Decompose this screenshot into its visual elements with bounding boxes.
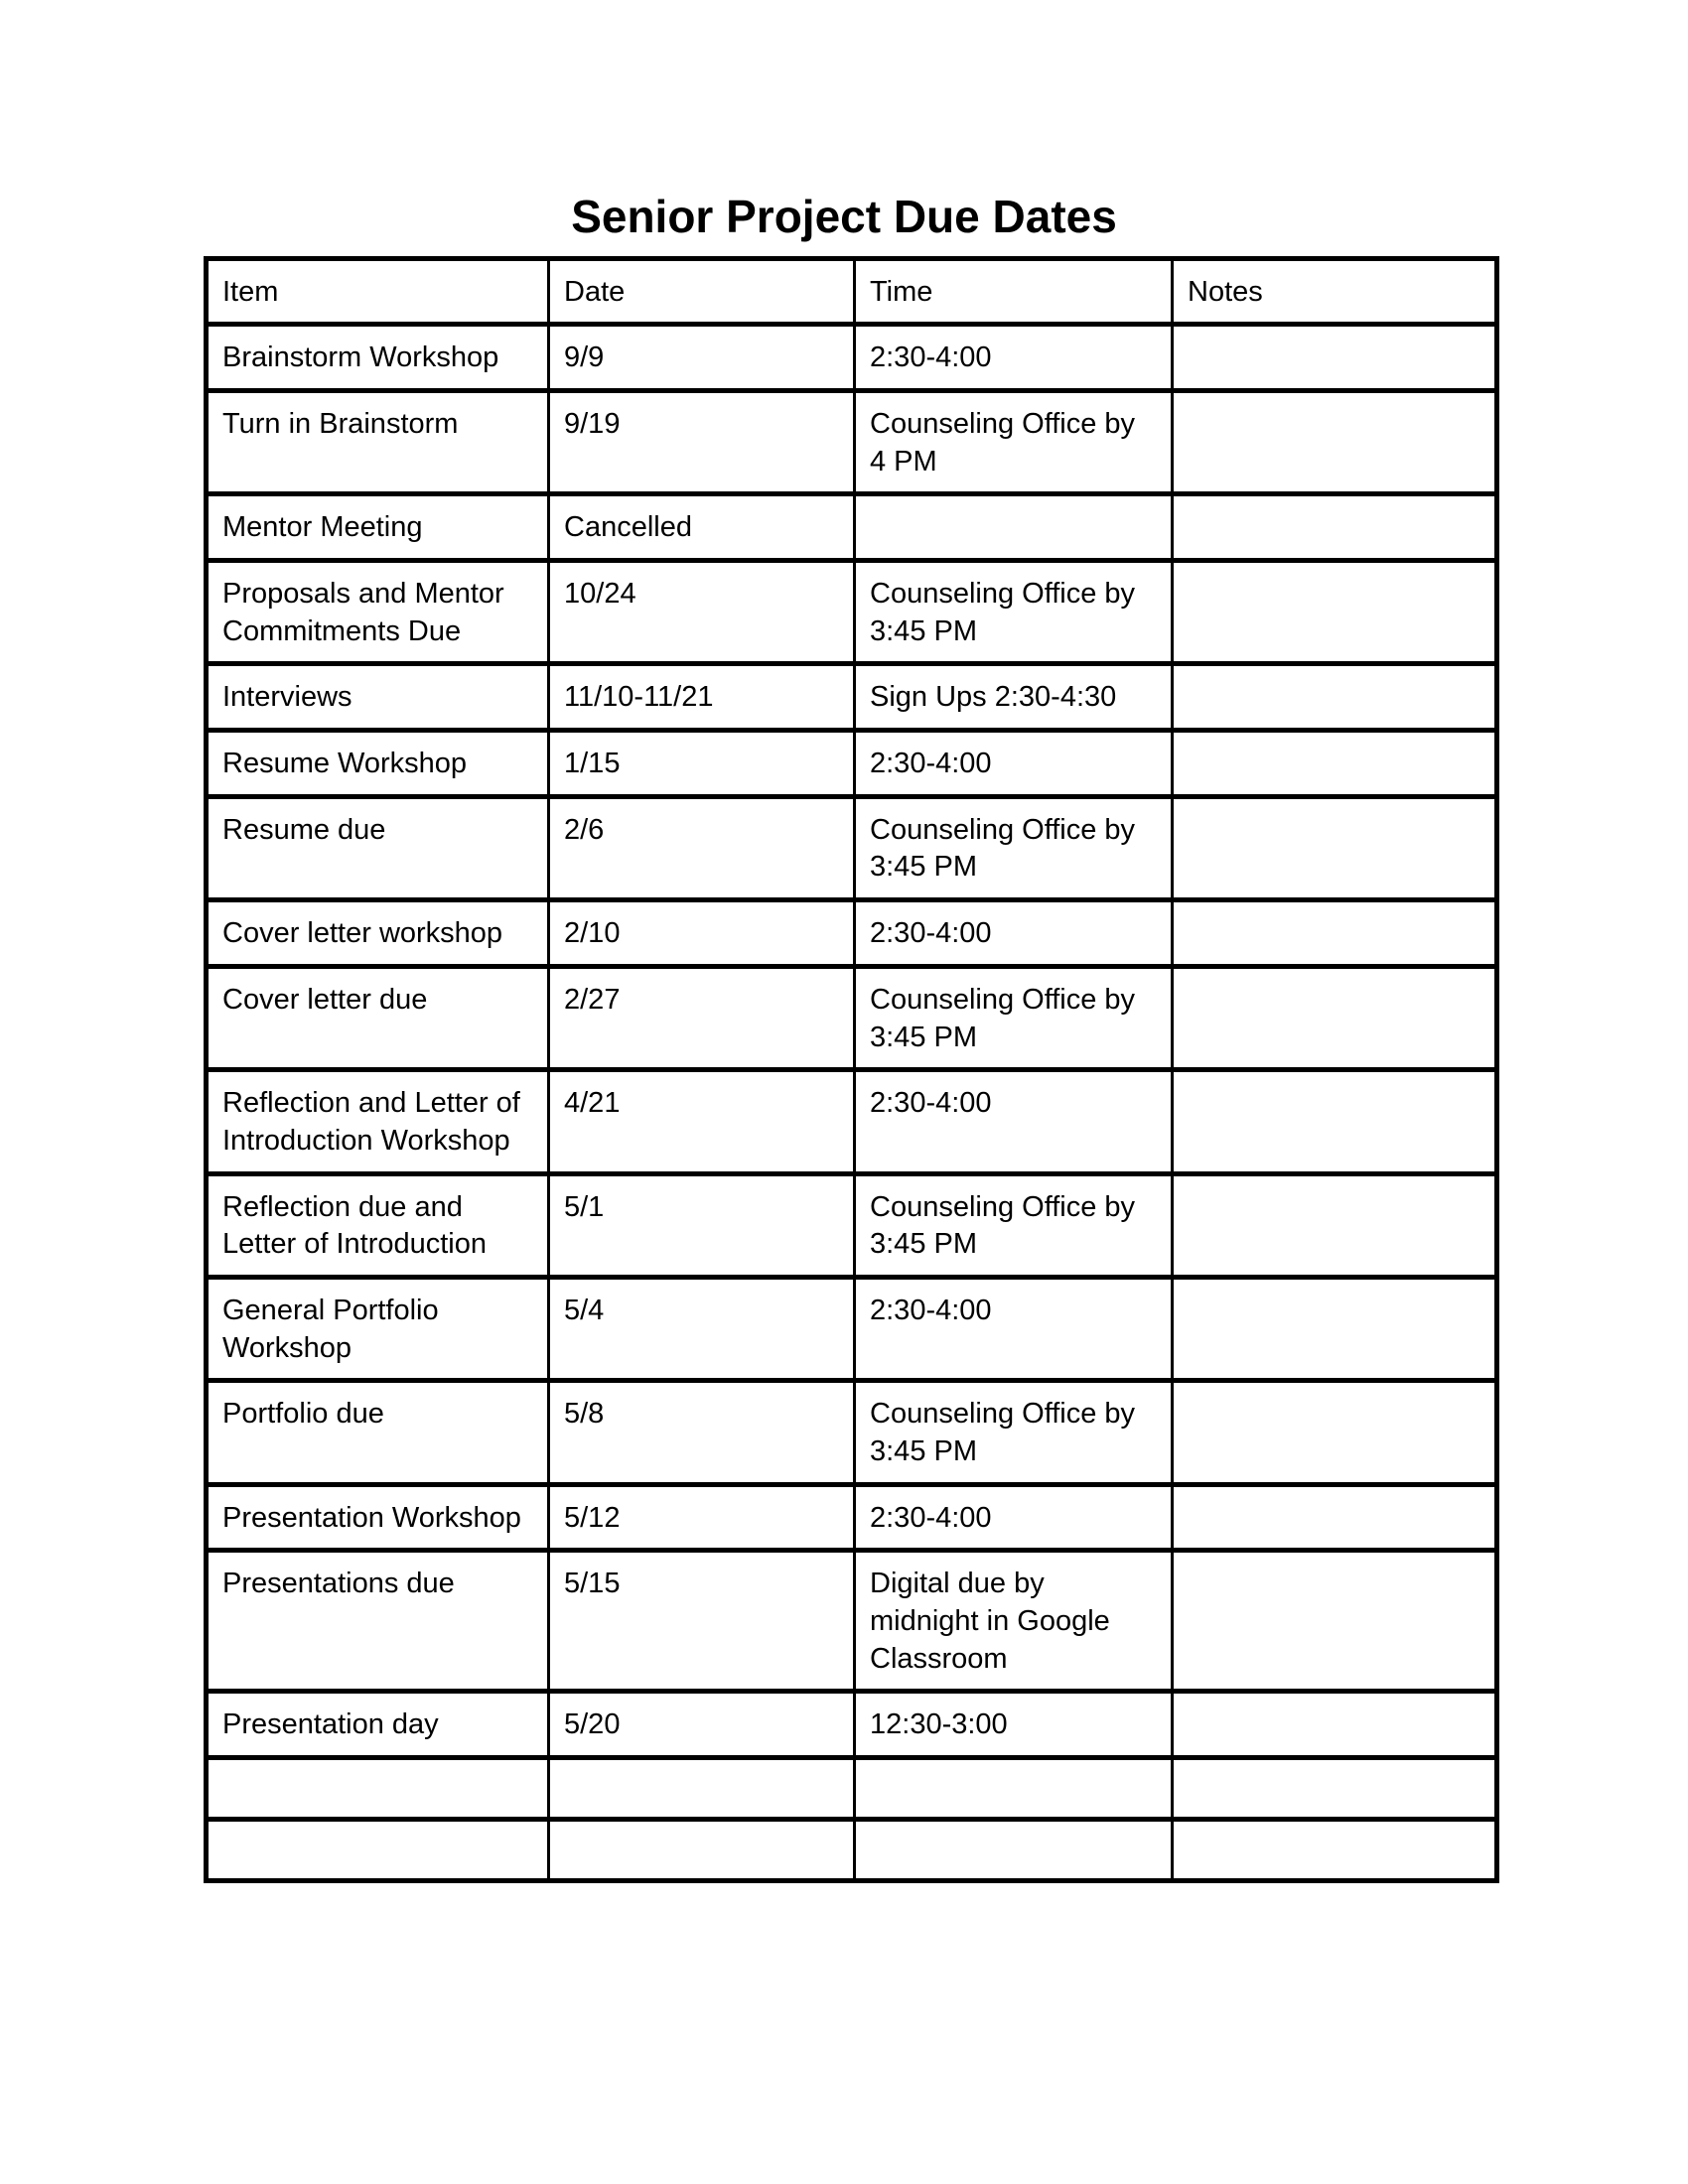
table-row [207,1381,1497,1484]
table-row [207,1551,1497,1692]
table-cell-time: Counseling Office by 3:45 PM [855,1173,1173,1277]
due-dates-table [204,256,1499,1884]
table-cell-item: Mentor Meeting [207,494,549,561]
table-cell-notes [1173,1551,1497,1692]
table-cell-item: Interviews [207,664,549,731]
table-cell-item: Reflection and Letter of Introduction Workshop [207,1070,549,1173]
table-cell-date: 5/20 [549,1692,855,1758]
table-row [207,561,1497,664]
table-cell-item: Portfolio due [207,1381,549,1484]
table-cell-item: Presentation Workshop [207,1484,549,1551]
table-cell-item: Presentations due [207,1551,549,1692]
column-header-item: Item [207,258,549,325]
table-row [207,731,1497,797]
table-cell-time: 2:30-4:00 [855,731,1173,797]
table-cell-notes [1173,1381,1497,1484]
table-cell-time: Counseling Office by 3:45 PM [855,966,1173,1069]
table-cell-date: 5/12 [549,1484,855,1551]
table-row [207,664,1497,731]
table-row [207,1277,1497,1380]
table-cell-time: 2:30-4:00 [855,1070,1173,1173]
table-cell-date [549,1820,855,1881]
table-cell-date: 9/9 [549,325,855,391]
table-row [207,1820,1497,1881]
table-cell-notes [1173,1070,1497,1173]
table-cell-notes [1173,494,1497,561]
table-cell-item: Cover letter workshop [207,900,549,967]
table-row [207,1758,1497,1820]
table-cell-item: Turn in Brainstorm [207,390,549,493]
table-cell-time: 2:30-4:00 [855,1277,1173,1380]
table-cell-notes [1173,796,1497,899]
table-cell-notes [1173,1692,1497,1758]
table-cell-date: 4/21 [549,1070,855,1173]
table-cell-notes [1173,1820,1497,1881]
table-cell-notes [1173,561,1497,664]
column-header-notes: Notes [1173,258,1497,325]
table-cell-time [855,494,1173,561]
table-cell-item: Resume Workshop [207,731,549,797]
table-cell-time: 2:30-4:00 [855,900,1173,967]
table-cell-time: 2:30-4:00 [855,1484,1173,1551]
table-cell-time: Counseling Office by 4 PM [855,390,1173,493]
table-row [207,966,1497,1069]
page-title: Senior Project Due Dates [571,191,1117,242]
table-cell-date: 2/6 [549,796,855,899]
table-cell-time [855,1758,1173,1820]
table-cell-item [207,1820,549,1881]
table-cell-notes [1173,1277,1497,1380]
table-cell-notes [1173,966,1497,1069]
table-cell-date: 5/8 [549,1381,855,1484]
table-cell-date [549,1758,855,1820]
table-cell-notes [1173,1484,1497,1551]
column-header-time: Time [855,258,1173,325]
table-cell-date: 5/1 [549,1173,855,1277]
table-cell-date: 9/19 [549,390,855,493]
table-cell-date: 2/10 [549,900,855,967]
table-cell-time: 2:30-4:00 [855,325,1173,391]
table-cell-notes [1173,1173,1497,1277]
table-cell-notes [1173,325,1497,391]
table-cell-date: 10/24 [549,561,855,664]
table-cell-notes [1173,390,1497,493]
table-cell-date: Cancelled [549,494,855,561]
table-cell-time: Counseling Office by 3:45 PM [855,1381,1173,1484]
column-header-date: Date [549,258,855,325]
table-cell-item: Brainstorm Workshop [207,325,549,391]
table-cell-time: Sign Ups 2:30-4:30 [855,664,1173,731]
table-cell-date: 2/27 [549,966,855,1069]
table-cell-item: Presentation day [207,1692,549,1758]
table-cell-item [207,1758,549,1820]
table-cell-notes [1173,900,1497,967]
table-header-row [207,258,1497,325]
table-row [207,1173,1497,1277]
table-cell-notes [1173,731,1497,797]
table-cell-time: Counseling Office by 3:45 PM [855,561,1173,664]
table-row [207,900,1497,967]
table-cell-time [855,1820,1173,1881]
table-cell-item: Cover letter due [207,966,549,1069]
table-row [207,796,1497,899]
table-row [207,390,1497,493]
table-cell-notes [1173,1758,1497,1820]
table-cell-notes [1173,664,1497,731]
table-cell-date: 11/10-11/21 [549,664,855,731]
table-row [207,1070,1497,1173]
table-cell-date: 5/15 [549,1551,855,1692]
table-cell-date: 1/15 [549,731,855,797]
table-cell-item: General Portfolio Workshop [207,1277,549,1380]
table-cell-item: Resume due [207,796,549,899]
table-cell-time: 12:30-3:00 [855,1692,1173,1758]
table-row [207,1484,1497,1551]
table-cell-time: Counseling Office by 3:45 PM [855,796,1173,899]
table-row [207,1692,1497,1758]
table-cell-time: Digital due by midnight in Google Classroom [855,1551,1173,1692]
table-body [207,325,1497,1881]
table-cell-date: 5/4 [549,1277,855,1380]
table-cell-item: Proposals and Mentor Commitments Due [207,561,549,664]
table-row [207,494,1497,561]
table-cell-item: Reflection due and Letter of Introduction [207,1173,549,1277]
table-row [207,325,1497,391]
